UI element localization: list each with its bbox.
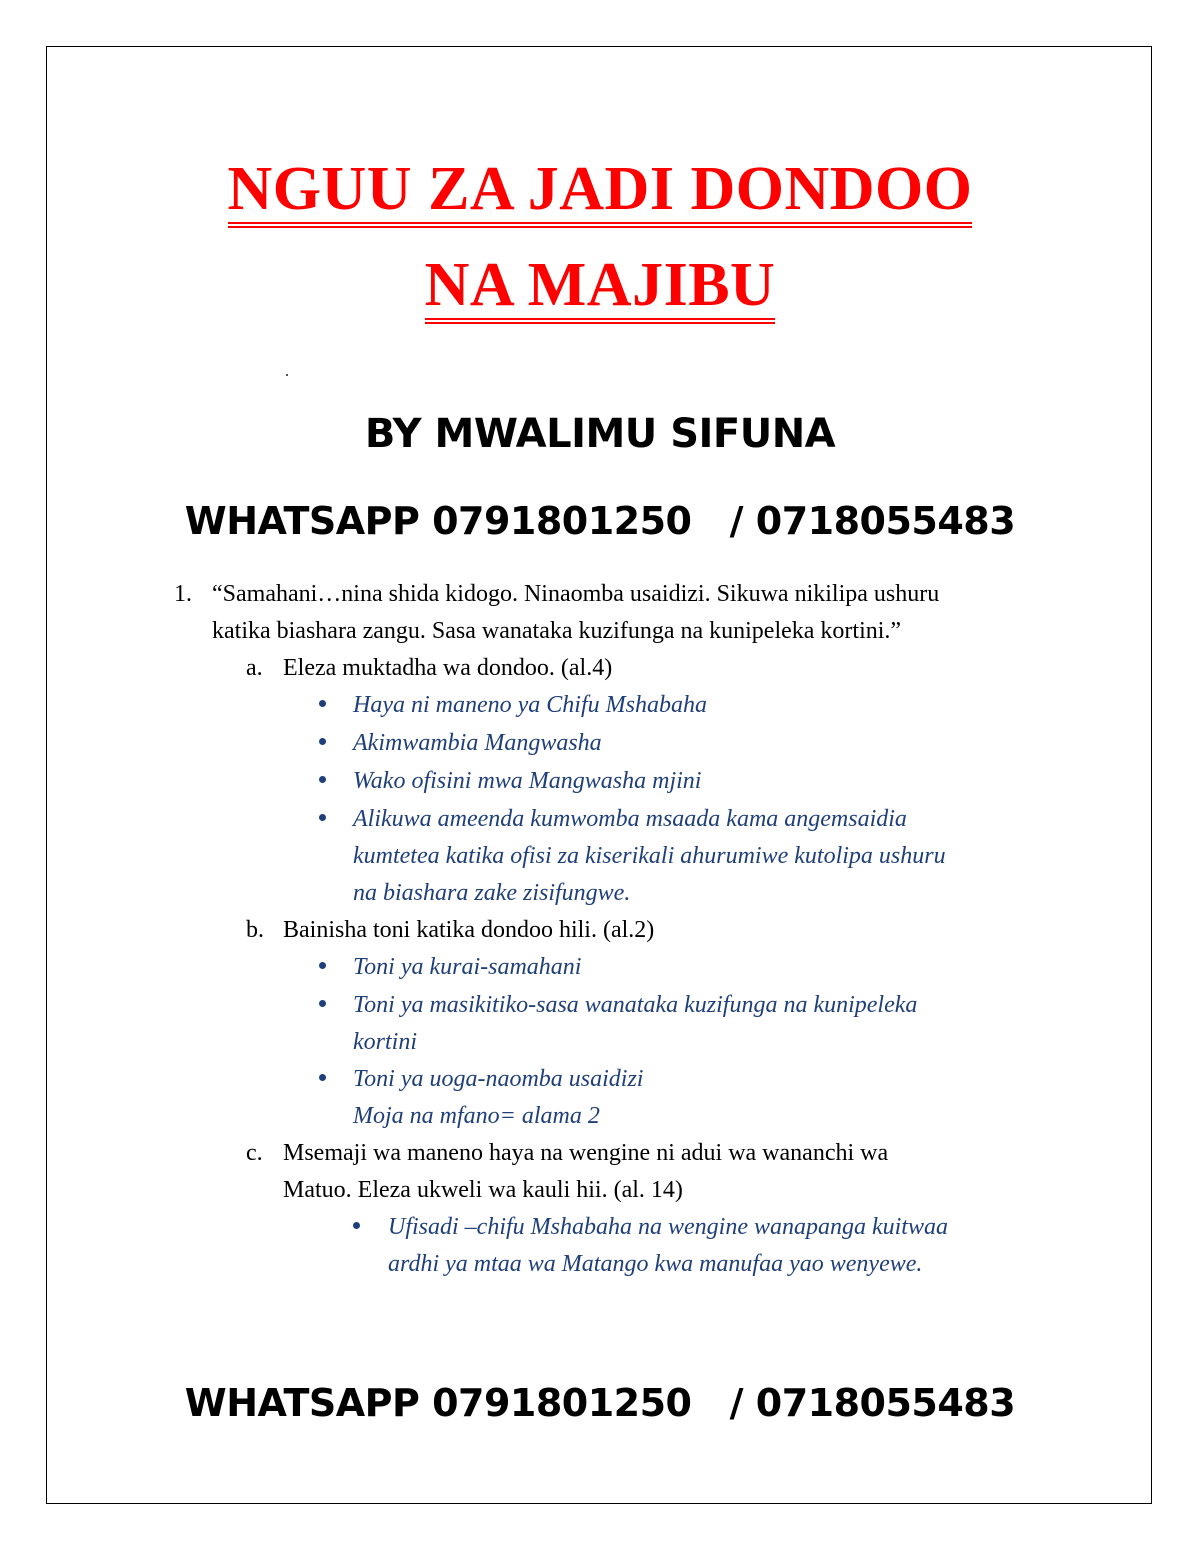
answer-b-2: Toni ya masikitiko-sasa wanataka kuzifunga na kunipeleka	[353, 992, 918, 1018]
bullet-icon	[319, 738, 326, 745]
answer-a-3: Wako ofisini mwa Mangwasha mjini	[353, 768, 702, 794]
answer-a-2: Akimwambia Mangwasha	[353, 730, 602, 756]
answer-b-note: Moja na mfano= alama 2	[353, 1103, 600, 1129]
document-title-line1: NGUU ZA JADI DONDOO	[0, 158, 1200, 228]
answer-b-1: Toni ya kurai-samahani	[353, 954, 582, 980]
part-b-label: b.	[246, 917, 264, 943]
bullet-icon	[319, 700, 326, 707]
question-number: 1.	[174, 581, 192, 607]
document-title-line2: NA MAJIBU	[0, 254, 1200, 324]
answer-a-4: Alikuwa ameenda kumwomba msaada kama angemsaidia	[353, 806, 907, 832]
part-b-text: Bainisha toni katika dondoo hili. (al.2)	[283, 917, 655, 943]
answer-b-2-cont: kortini	[353, 1029, 417, 1055]
answer-a-1: Haya ni maneno ya Chifu Mshabaha	[353, 692, 707, 718]
part-a-label: a.	[246, 655, 263, 681]
answer-a-4-cont2: na biashara zake zisifungwe.	[353, 880, 631, 906]
stray-dot	[286, 374, 288, 376]
answer-a-4-cont1: kumtetea katika ofisi za kiserikali ahurumiwe kutolipa ushuru	[353, 843, 946, 869]
part-c-text-line2: Matuo. Eleza ukweli wa kauli hii. (al. 14)	[283, 1177, 683, 1203]
whatsapp-contact-top: WHATSAPP 0791801250 / 0718055483	[184, 499, 1016, 543]
part-c-label: c.	[246, 1140, 263, 1166]
answer-c-1: Ufisadi –chifu Mshabaha na wengine wanapanga kuitwaa	[388, 1214, 948, 1240]
question-quote-line2: katika biashara zangu. Sasa wanataka kuzifunga na kunipeleka kortini.”	[212, 618, 902, 644]
whatsapp-contact-bottom: WHATSAPP 0791801250 / 0718055483	[184, 1381, 1016, 1425]
author-heading: BY MWALIMU SIFUNA	[364, 411, 836, 457]
bullet-icon	[353, 1222, 360, 1229]
answer-b-3: Toni ya uoga-naomba usaidizi	[353, 1066, 644, 1092]
bullet-icon	[319, 814, 326, 821]
part-a-text: Eleza muktadha wa dondoo. (al.4)	[283, 655, 613, 681]
bullet-icon	[319, 776, 326, 783]
part-c-text-line1: Msemaji wa maneno haya na wengine ni adui wa wananchi wa	[283, 1140, 889, 1166]
bullet-icon	[319, 1000, 326, 1007]
question-quote-line1: “Samahani…nina shida kidogo. Ninaomba usaidizi. Sikuwa nikilipa ushuru	[212, 581, 940, 607]
answer-c-1-cont: ardhi ya mtaa wa Matango kwa manufaa yao wenyewe.	[388, 1251, 923, 1277]
bullet-icon	[319, 962, 326, 969]
bullet-icon	[319, 1074, 326, 1081]
